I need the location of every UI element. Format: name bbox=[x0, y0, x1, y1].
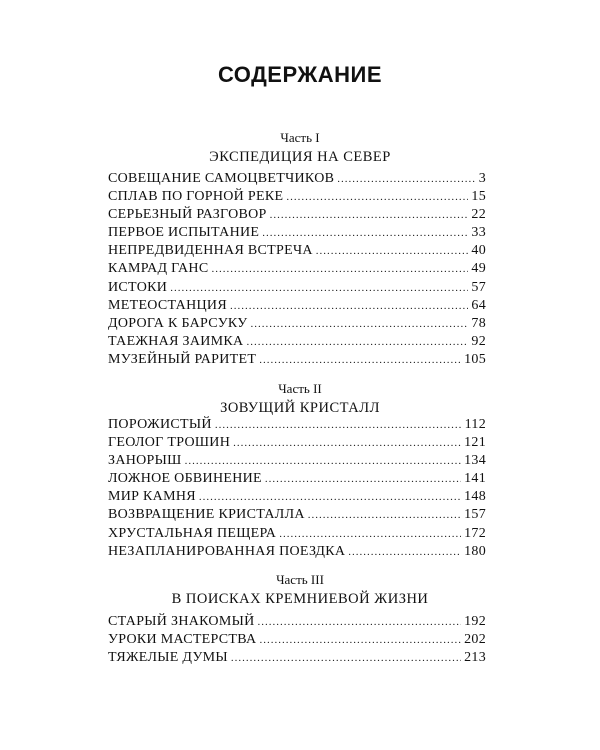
toc-entry bbox=[108, 351, 486, 369]
chapter-title: ТЯЖЕЛЫЕ ДУМЫ bbox=[108, 650, 228, 666]
dot-leader bbox=[262, 224, 468, 242]
toc-entry bbox=[108, 525, 486, 543]
chapter-title: КАМРАД ГАНС bbox=[108, 261, 209, 277]
page-number: 105 bbox=[464, 351, 486, 367]
page-number: 22 bbox=[471, 207, 486, 223]
part-heading-3 bbox=[0, 572, 600, 608]
chapter-title: ИСТОКИ bbox=[108, 279, 168, 295]
toc-entry bbox=[108, 206, 486, 224]
part-title: ЗОВУЩИЙ КРИСТАЛЛ bbox=[220, 400, 380, 416]
dot-leader bbox=[185, 452, 462, 470]
dot-leader bbox=[270, 206, 469, 224]
dot-leader bbox=[258, 613, 462, 631]
dot-leader bbox=[348, 543, 461, 561]
toc-entry bbox=[108, 416, 486, 434]
chapter-title: МУЗЕЙНЫЙ РАРИТЕТ bbox=[108, 351, 257, 367]
chapter-list-part-1 bbox=[108, 170, 486, 369]
dot-leader bbox=[199, 488, 461, 506]
page-number: 213 bbox=[464, 650, 486, 666]
chapter-title: ХРУСТАЛЬНАЯ ПЕЩЕРА bbox=[108, 525, 277, 541]
part-heading-1 bbox=[0, 130, 600, 166]
toc-entry bbox=[108, 543, 486, 561]
page-number: 157 bbox=[464, 507, 486, 523]
page-number: 15 bbox=[471, 189, 486, 205]
dot-leader bbox=[233, 434, 461, 452]
page-number: 33 bbox=[471, 225, 486, 241]
dot-leader bbox=[211, 260, 468, 278]
part-heading-2 bbox=[0, 381, 600, 417]
toc-entry bbox=[108, 188, 486, 206]
chapter-title: ЗАНОРЫШ bbox=[108, 453, 182, 469]
toc-entry bbox=[108, 279, 486, 297]
toc-entry bbox=[108, 297, 486, 315]
toc-entry bbox=[108, 452, 486, 470]
part-title: ЭКСПЕДИЦИЯ НА СЕВЕР bbox=[209, 149, 391, 165]
chapter-title: ДОРОГА К БАРСУКУ bbox=[108, 315, 248, 331]
page-number: 92 bbox=[471, 333, 486, 349]
toc-entry bbox=[108, 488, 486, 506]
page-number: 180 bbox=[464, 543, 486, 559]
chapter-list-part-2 bbox=[108, 416, 486, 561]
part-label: Часть I bbox=[280, 130, 320, 145]
page-title: СОДЕРЖАНИЕ bbox=[217, 62, 383, 87]
page-number: 78 bbox=[471, 315, 486, 331]
chapter-title: СЕРЬЕЗНЫЙ РАЗГОВОР bbox=[108, 207, 267, 223]
chapter-title: УРОКИ МАСТЕРСТВА bbox=[108, 632, 257, 648]
part-title: В ПОИСКАХ КРЕМНИЕВОЙ ЖИЗНИ bbox=[171, 591, 429, 607]
dot-leader bbox=[337, 170, 475, 188]
toc-entry bbox=[108, 170, 486, 188]
toc-entry bbox=[108, 649, 486, 667]
toc-entry bbox=[108, 224, 486, 242]
toc-entry bbox=[108, 470, 486, 488]
chapter-title: НЕПРЕДВИДЕННАЯ ВСТРЕЧА bbox=[108, 243, 313, 259]
page-number: 64 bbox=[471, 297, 486, 313]
dot-leader bbox=[251, 315, 469, 333]
dot-leader bbox=[279, 525, 461, 543]
page-number: 121 bbox=[464, 435, 486, 451]
dot-leader bbox=[265, 470, 461, 488]
chapter-title: НЕЗАПЛАНИРОВАННАЯ ПОЕЗДКА bbox=[108, 543, 346, 559]
chapter-title: МЕТЕОСТАНЦИЯ bbox=[108, 297, 227, 313]
dot-leader bbox=[259, 351, 461, 369]
page-number: 134 bbox=[464, 453, 486, 469]
toc-entry bbox=[108, 242, 486, 260]
page-number: 172 bbox=[464, 525, 486, 541]
page-number: 57 bbox=[471, 279, 486, 295]
chapter-title: СТАРЫЙ ЗНАКОМЫЙ bbox=[108, 614, 255, 629]
dot-leader bbox=[246, 333, 468, 351]
dot-leader bbox=[308, 506, 461, 524]
chapter-list-part-3 bbox=[108, 613, 486, 667]
part-label: Часть II bbox=[278, 381, 322, 396]
page-number: 49 bbox=[471, 261, 486, 277]
chapter-title: ПОРОЖИСТЫЙ bbox=[108, 417, 212, 432]
chapter-title: ВОЗВРАЩЕНИЕ КРИСТАЛЛА bbox=[108, 507, 305, 523]
page-number: 141 bbox=[464, 471, 486, 487]
chapter-title: ЛОЖНОЕ ОБВИНЕНИЕ bbox=[108, 471, 262, 487]
dot-leader bbox=[259, 631, 461, 649]
dot-leader bbox=[230, 297, 468, 315]
toc-entry bbox=[108, 315, 486, 333]
chapter-title: СОВЕЩАНИЕ САМОЦВЕТЧИКОВ bbox=[108, 171, 335, 186]
dot-leader bbox=[316, 242, 469, 260]
page-number: 148 bbox=[464, 489, 486, 505]
page-number: 112 bbox=[464, 417, 486, 432]
toc-entry bbox=[108, 613, 486, 631]
chapter-title: СПЛАВ ПО ГОРНОЙ РЕКЕ bbox=[108, 189, 284, 205]
dot-leader bbox=[231, 649, 461, 667]
page-number: 202 bbox=[464, 632, 486, 648]
toc-entry bbox=[108, 506, 486, 524]
chapter-title: ПЕРВОЕ ИСПЫТАНИЕ bbox=[108, 225, 260, 241]
page-number: 40 bbox=[471, 243, 486, 259]
part-label: Часть III bbox=[276, 572, 324, 587]
dot-leader bbox=[170, 279, 468, 297]
toc-entry bbox=[108, 434, 486, 452]
toc-entry bbox=[108, 333, 486, 351]
dot-leader bbox=[215, 416, 462, 434]
page-number: 3 bbox=[478, 171, 486, 186]
chapter-title: МИР КАМНЯ bbox=[108, 489, 196, 505]
dot-leader bbox=[286, 188, 468, 206]
page-number: 192 bbox=[464, 614, 486, 629]
toc-entry bbox=[108, 260, 486, 278]
chapter-title: ГЕОЛОГ ТРОШИН bbox=[108, 435, 231, 451]
chapter-title: ТАЕЖНАЯ ЗАИМКА bbox=[108, 333, 244, 349]
toc-entry bbox=[108, 631, 486, 649]
